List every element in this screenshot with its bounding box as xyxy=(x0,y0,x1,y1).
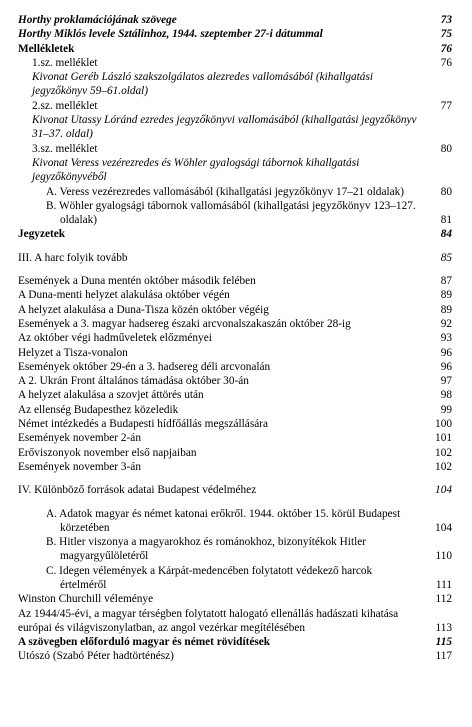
toc-entry xyxy=(18,185,452,199)
toc-entry-title: A helyzet alakulása a Duna-Tisza közén október végéig xyxy=(18,303,269,316)
toc-entry-page: 75 xyxy=(440,28,452,41)
toc-entry-page: 84 xyxy=(440,228,452,241)
toc-entry-page: 89 xyxy=(440,289,452,302)
toc-entry xyxy=(18,288,452,302)
toc-entry-title: Kivonat Geréb László szakszolgálatos alezredes vallomásából (kihallgatási jegyzőkönyv 59–61.oldal) xyxy=(32,71,373,98)
toc-entry-title: A. Adatok magyar és német katonai erőkről. 1944. október 15. körül Budapest körzetében xyxy=(46,507,401,534)
toc-entry-title: Események a Duna mentén október második felében xyxy=(18,275,256,288)
toc-entry-title: Horthy Miklós levele Sztálinhoz, 1944. szeptember 27-i dátummal xyxy=(18,28,323,41)
toc-entry xyxy=(18,374,452,388)
toc-entry-title: Erőviszonyok november első napjaiban xyxy=(18,446,197,459)
toc-entry xyxy=(18,251,452,265)
toc-entry xyxy=(18,507,452,536)
toc-entry-title: Az 1944/45-évi, a magyar térségben folytatott halogató ellenállás hadászati kihatása európai és világviszonylatban, az angol vezérkar megítélésében xyxy=(18,607,399,634)
toc-entry-title: Horthy proklamációjának szövege xyxy=(18,14,177,26)
toc-entry-title: A. Veress vezérezredes vallomásából (kihallgatási jegyzőkönyv 17–21 oldalak) xyxy=(46,185,405,198)
toc-entry xyxy=(18,27,452,41)
toc-entry-title: 2.sz. melléklet xyxy=(32,99,98,112)
toc-entry-title: Jegyzetek xyxy=(18,228,66,241)
toc-entry-page: 113 xyxy=(435,621,452,634)
toc-entry-page: 98 xyxy=(440,389,452,402)
toc-entry-page: 100 xyxy=(435,418,452,431)
toc-entry-page: 96 xyxy=(440,346,452,359)
toc-entry-page: 76 xyxy=(440,42,452,55)
toc-entry xyxy=(18,360,452,374)
section-gap xyxy=(18,498,452,507)
toc-entry-page: 96 xyxy=(440,360,452,373)
toc-entry-page: 104 xyxy=(435,484,452,497)
toc-entry-title: A szövegben előforduló magyar és német rövidítések xyxy=(18,636,271,649)
toc-entry-title: Kivonat Utassy Lóránd ezredes jegyzőkönyvi vallomásából (kihallgatási jegyzőkönyv 31–37. oldal) xyxy=(32,114,417,141)
toc-entry-title: Helyzet a Tisza-vonalon xyxy=(18,346,128,359)
toc-entry-title: Események november 2-án xyxy=(18,432,141,445)
toc-entry xyxy=(18,331,452,345)
toc-entry-page: 99 xyxy=(440,403,452,416)
toc-entry-title: 3.sz. melléklet xyxy=(32,142,98,155)
toc-entry xyxy=(18,535,452,564)
toc-entry-title: 1.sz. melléklet xyxy=(32,56,98,69)
toc-entry xyxy=(18,13,452,27)
toc-entry-title: Kivonat Veress vezérezredes és Wöhler gyalogsági tábornok kihallgatási jegyzőkönyvéből xyxy=(32,156,360,184)
toc-entry-title: Események október 29-én a 3. hadsereg déli arcvonalán xyxy=(18,360,271,373)
toc-entry-title: Német intézkedés a Budapesti hídfőállás megszállására xyxy=(18,418,269,431)
toc-entry-title: Utószó (Szabó Péter hadtörténész) xyxy=(18,650,174,663)
toc-entry-page: 80 xyxy=(440,185,452,198)
toc-entry-page: 77 xyxy=(440,99,452,112)
toc-entry xyxy=(18,99,452,113)
toc-entry-title: Események november 3-án xyxy=(18,460,141,473)
toc-entry-page: 110 xyxy=(435,550,452,563)
toc-entry-title: IV. Különböző források adatai Budapest védelméhez xyxy=(18,484,257,497)
toc-entry xyxy=(18,607,452,636)
toc-entry xyxy=(18,483,452,497)
section-gap xyxy=(18,474,452,483)
table-of-contents xyxy=(18,13,452,664)
toc-entry xyxy=(18,592,452,606)
toc-entry-page: 89 xyxy=(440,303,452,316)
toc-entry-page: 93 xyxy=(440,332,452,345)
toc-entry xyxy=(18,403,452,417)
toc-entry-page: 87 xyxy=(440,275,452,288)
toc-entry-title: Mellékletek xyxy=(18,42,75,55)
toc-entry xyxy=(18,199,452,228)
toc-entry-title: Winston Churchill véleménye xyxy=(18,593,154,606)
toc-entry xyxy=(18,274,452,288)
toc-entry-page: 81 xyxy=(440,214,452,227)
toc-entry xyxy=(18,417,452,431)
toc-entry xyxy=(18,142,452,156)
toc-entry xyxy=(18,649,452,663)
toc-entry xyxy=(18,431,452,445)
toc-entry-page: 111 xyxy=(435,578,452,591)
toc-entry-page: 102 xyxy=(435,446,452,459)
toc-entry-title: Események a 3. magyar hadsereg északi arcvonalszakaszán október 28-ig xyxy=(18,317,351,330)
toc-entry xyxy=(18,635,452,649)
toc-entry xyxy=(18,156,452,185)
toc-entry xyxy=(18,227,452,241)
toc-entry-title: B. Wöhler gyalogsági tábornok vallomásából (kihallgatási jegyzőkönyv 123–127. oldalak) xyxy=(46,199,416,227)
toc-entry-page: 97 xyxy=(440,375,452,388)
toc-entry xyxy=(18,388,452,402)
section-gap xyxy=(18,265,452,274)
toc-entry-page: 73 xyxy=(440,14,452,26)
toc-entry-page: 104 xyxy=(435,521,452,534)
toc-entry-page: 102 xyxy=(435,460,452,473)
toc-entry-title: B. Hitler viszonya a magyarokhoz és románokhoz, bizonyítékok Hitler magyargyűlöletéről xyxy=(46,536,366,563)
toc-entry-title: III. A harc folyik tovább xyxy=(18,251,128,264)
toc-entry-title: Az október végi hadműveletek előzményei xyxy=(18,332,212,345)
toc-entry-page: 112 xyxy=(435,593,452,606)
toc-entry-page: 85 xyxy=(440,251,452,264)
toc-entry-title: A 2. Ukrán Front általános támadása október 30-án xyxy=(18,375,249,388)
toc-entry xyxy=(18,303,452,317)
toc-entry xyxy=(18,446,452,460)
toc-entry-page: 76 xyxy=(440,56,452,69)
toc-entry xyxy=(18,56,452,70)
toc-entry-page: 92 xyxy=(440,317,452,330)
toc-entry-page: 101 xyxy=(435,432,452,445)
toc-entry xyxy=(18,317,452,331)
toc-entry xyxy=(18,113,452,142)
toc-entry xyxy=(18,42,452,56)
toc-entry-page: 80 xyxy=(440,142,452,155)
toc-entry xyxy=(18,346,452,360)
section-gap xyxy=(18,242,452,251)
toc-entry xyxy=(18,460,452,474)
toc-entry-page: 115 xyxy=(435,636,452,649)
toc-entry-title: C. Idegen vélemények a Kárpát-medencében folytatott védekező harcok értelméről xyxy=(46,564,373,591)
toc-entry-title: A helyzet alakulása a szovjet áttörés után xyxy=(18,389,204,402)
toc-entry xyxy=(18,70,452,99)
toc-entry xyxy=(18,564,452,593)
toc-entry-page: 117 xyxy=(435,650,452,663)
toc-entry-title: Az ellenség Budapesthez közeledik xyxy=(18,403,179,416)
toc-entry-title: A Duna-menti helyzet alakulása október végén xyxy=(18,289,230,302)
